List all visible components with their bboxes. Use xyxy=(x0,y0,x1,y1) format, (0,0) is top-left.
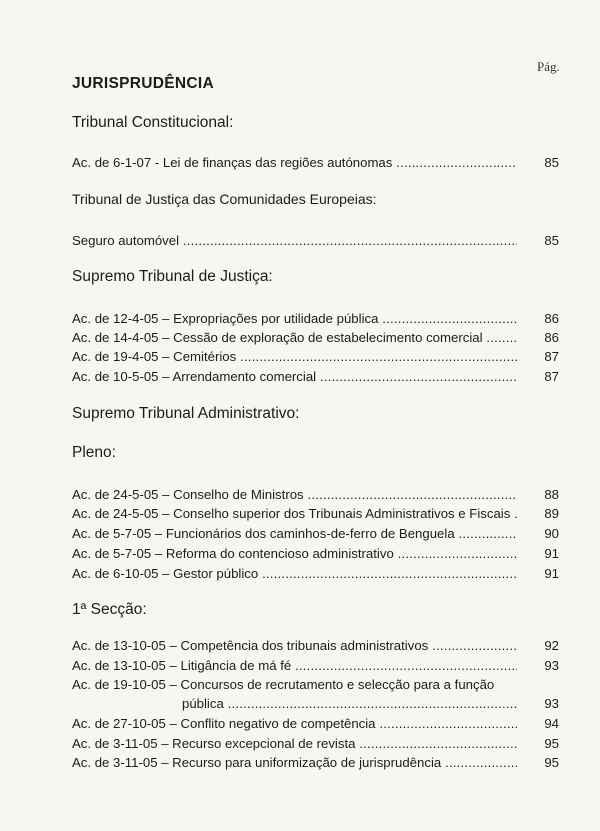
toc-entry-text: Ac. de 19-10-05 – Concursos de recrutamento e selecção para a função xyxy=(72,677,495,692)
toc-entry-text: Ac. de 12-4-05 – Expropriações por utilidade pública ..... xyxy=(72,309,517,328)
toc-entry-text: Ac. de 5-7-05 – Reforma do contencioso administrativo ..... xyxy=(72,544,517,563)
toc-entry-text: Ac. de 19-4-05 – Cemitérios ..... xyxy=(72,347,517,366)
section-heading-pleno: Pleno: xyxy=(72,444,116,461)
toc-entry-text: Ac. de 5-7-05 – Funcionários dos caminhos-de-ferro de Benguela ..... xyxy=(72,524,517,543)
toc-entry-page: 85 xyxy=(544,155,559,170)
toc-entry xyxy=(72,636,559,655)
toc-entry-page: 90 xyxy=(544,526,559,541)
toc-entry-page: 94 xyxy=(544,716,559,731)
page-title: JURISPRUDÊNCIA xyxy=(72,75,214,92)
toc-entry-page: 93 xyxy=(544,658,559,673)
toc-entry xyxy=(72,231,559,250)
toc-entry-page: 89 xyxy=(544,506,559,521)
toc-entry xyxy=(72,328,559,347)
toc-entry-text: Ac. de 24-5-05 – Conselho de Ministros ..... xyxy=(72,485,517,504)
toc-entry-text: Ac. de 14-4-05 – Cessão de exploração de estabelecimento comercial ..... xyxy=(72,328,517,347)
toc-entry xyxy=(72,544,559,563)
toc-entry-text-continuation: pública ..... xyxy=(182,694,517,713)
toc-entry-page: 95 xyxy=(544,736,559,751)
section-heading-stj: Supremo Tribunal de Justiça: xyxy=(72,268,273,285)
section-heading-tjce: Tribunal de Justiça das Comunidades Europeias: xyxy=(72,191,377,207)
toc-entry-page: 91 xyxy=(544,566,559,581)
toc-entry xyxy=(72,309,559,328)
toc-entry-page: 86 xyxy=(544,330,559,345)
toc-entry-page: 93 xyxy=(544,696,559,711)
toc-entry-text: Ac. de 6-10-05 – Gestor público ..... xyxy=(72,564,517,583)
toc-entry xyxy=(72,753,559,772)
section-heading-sta: Supremo Tribunal Administrativo: xyxy=(72,405,300,422)
toc-entry-page: 88 xyxy=(544,487,559,502)
toc-entry-page: 95 xyxy=(544,755,559,770)
section-heading-1a-seccao: 1ª Secção: xyxy=(72,601,147,618)
toc-entry-text: Ac. de 6-1-07 - Lei de finanças das regiões autónomas ..... xyxy=(72,153,517,172)
toc-entry xyxy=(72,675,559,715)
toc-entry-page: 87 xyxy=(544,349,559,364)
toc-entry xyxy=(72,524,559,543)
toc-entry-text: Ac. de 27-10-05 – Conflito negativo de competência ..... xyxy=(72,714,517,733)
page-column-label: Pág. xyxy=(537,59,560,74)
toc-entry-text: Ac. de 10-5-05 – Arrendamento comercial ..... xyxy=(72,367,517,386)
toc-entry xyxy=(72,485,559,504)
toc-entry-text: Ac. de 3-11-05 – Recurso para uniformização de jurisprudência ..... xyxy=(72,753,517,772)
toc-entry-text: Ac. de 3-11-05 – Recurso excepcional de revista ..... xyxy=(72,734,517,753)
toc-entry-page: 85 xyxy=(544,233,559,248)
toc-entry-page: 87 xyxy=(544,369,559,384)
toc-entry xyxy=(72,714,559,733)
toc-entry-page: 91 xyxy=(544,546,559,561)
toc-entry xyxy=(72,656,559,675)
toc-entry-text: Ac. de 13-10-05 – Competência dos tribunais administrativos ..... xyxy=(72,636,517,655)
toc-entry-text: Seguro automóvel ..... xyxy=(72,231,517,250)
toc-entry-text: Ac. de 13-10-05 – Litigância de má fé ..... xyxy=(72,656,517,675)
toc-entry-page: 92 xyxy=(544,638,559,653)
toc-entry xyxy=(72,564,559,583)
toc-entry xyxy=(72,734,559,753)
toc-entry-page: 86 xyxy=(544,311,559,326)
toc-entry xyxy=(72,504,559,523)
section-heading-tribunal-constitucional: Tribunal Constitucional: xyxy=(72,114,234,131)
toc-entry-text: Ac. de 24-5-05 – Conselho superior dos Tribunais Administrativos e Fiscais ..... xyxy=(72,504,517,523)
toc-entry xyxy=(72,153,559,172)
toc-entry xyxy=(72,347,559,366)
toc-entry xyxy=(72,367,559,386)
